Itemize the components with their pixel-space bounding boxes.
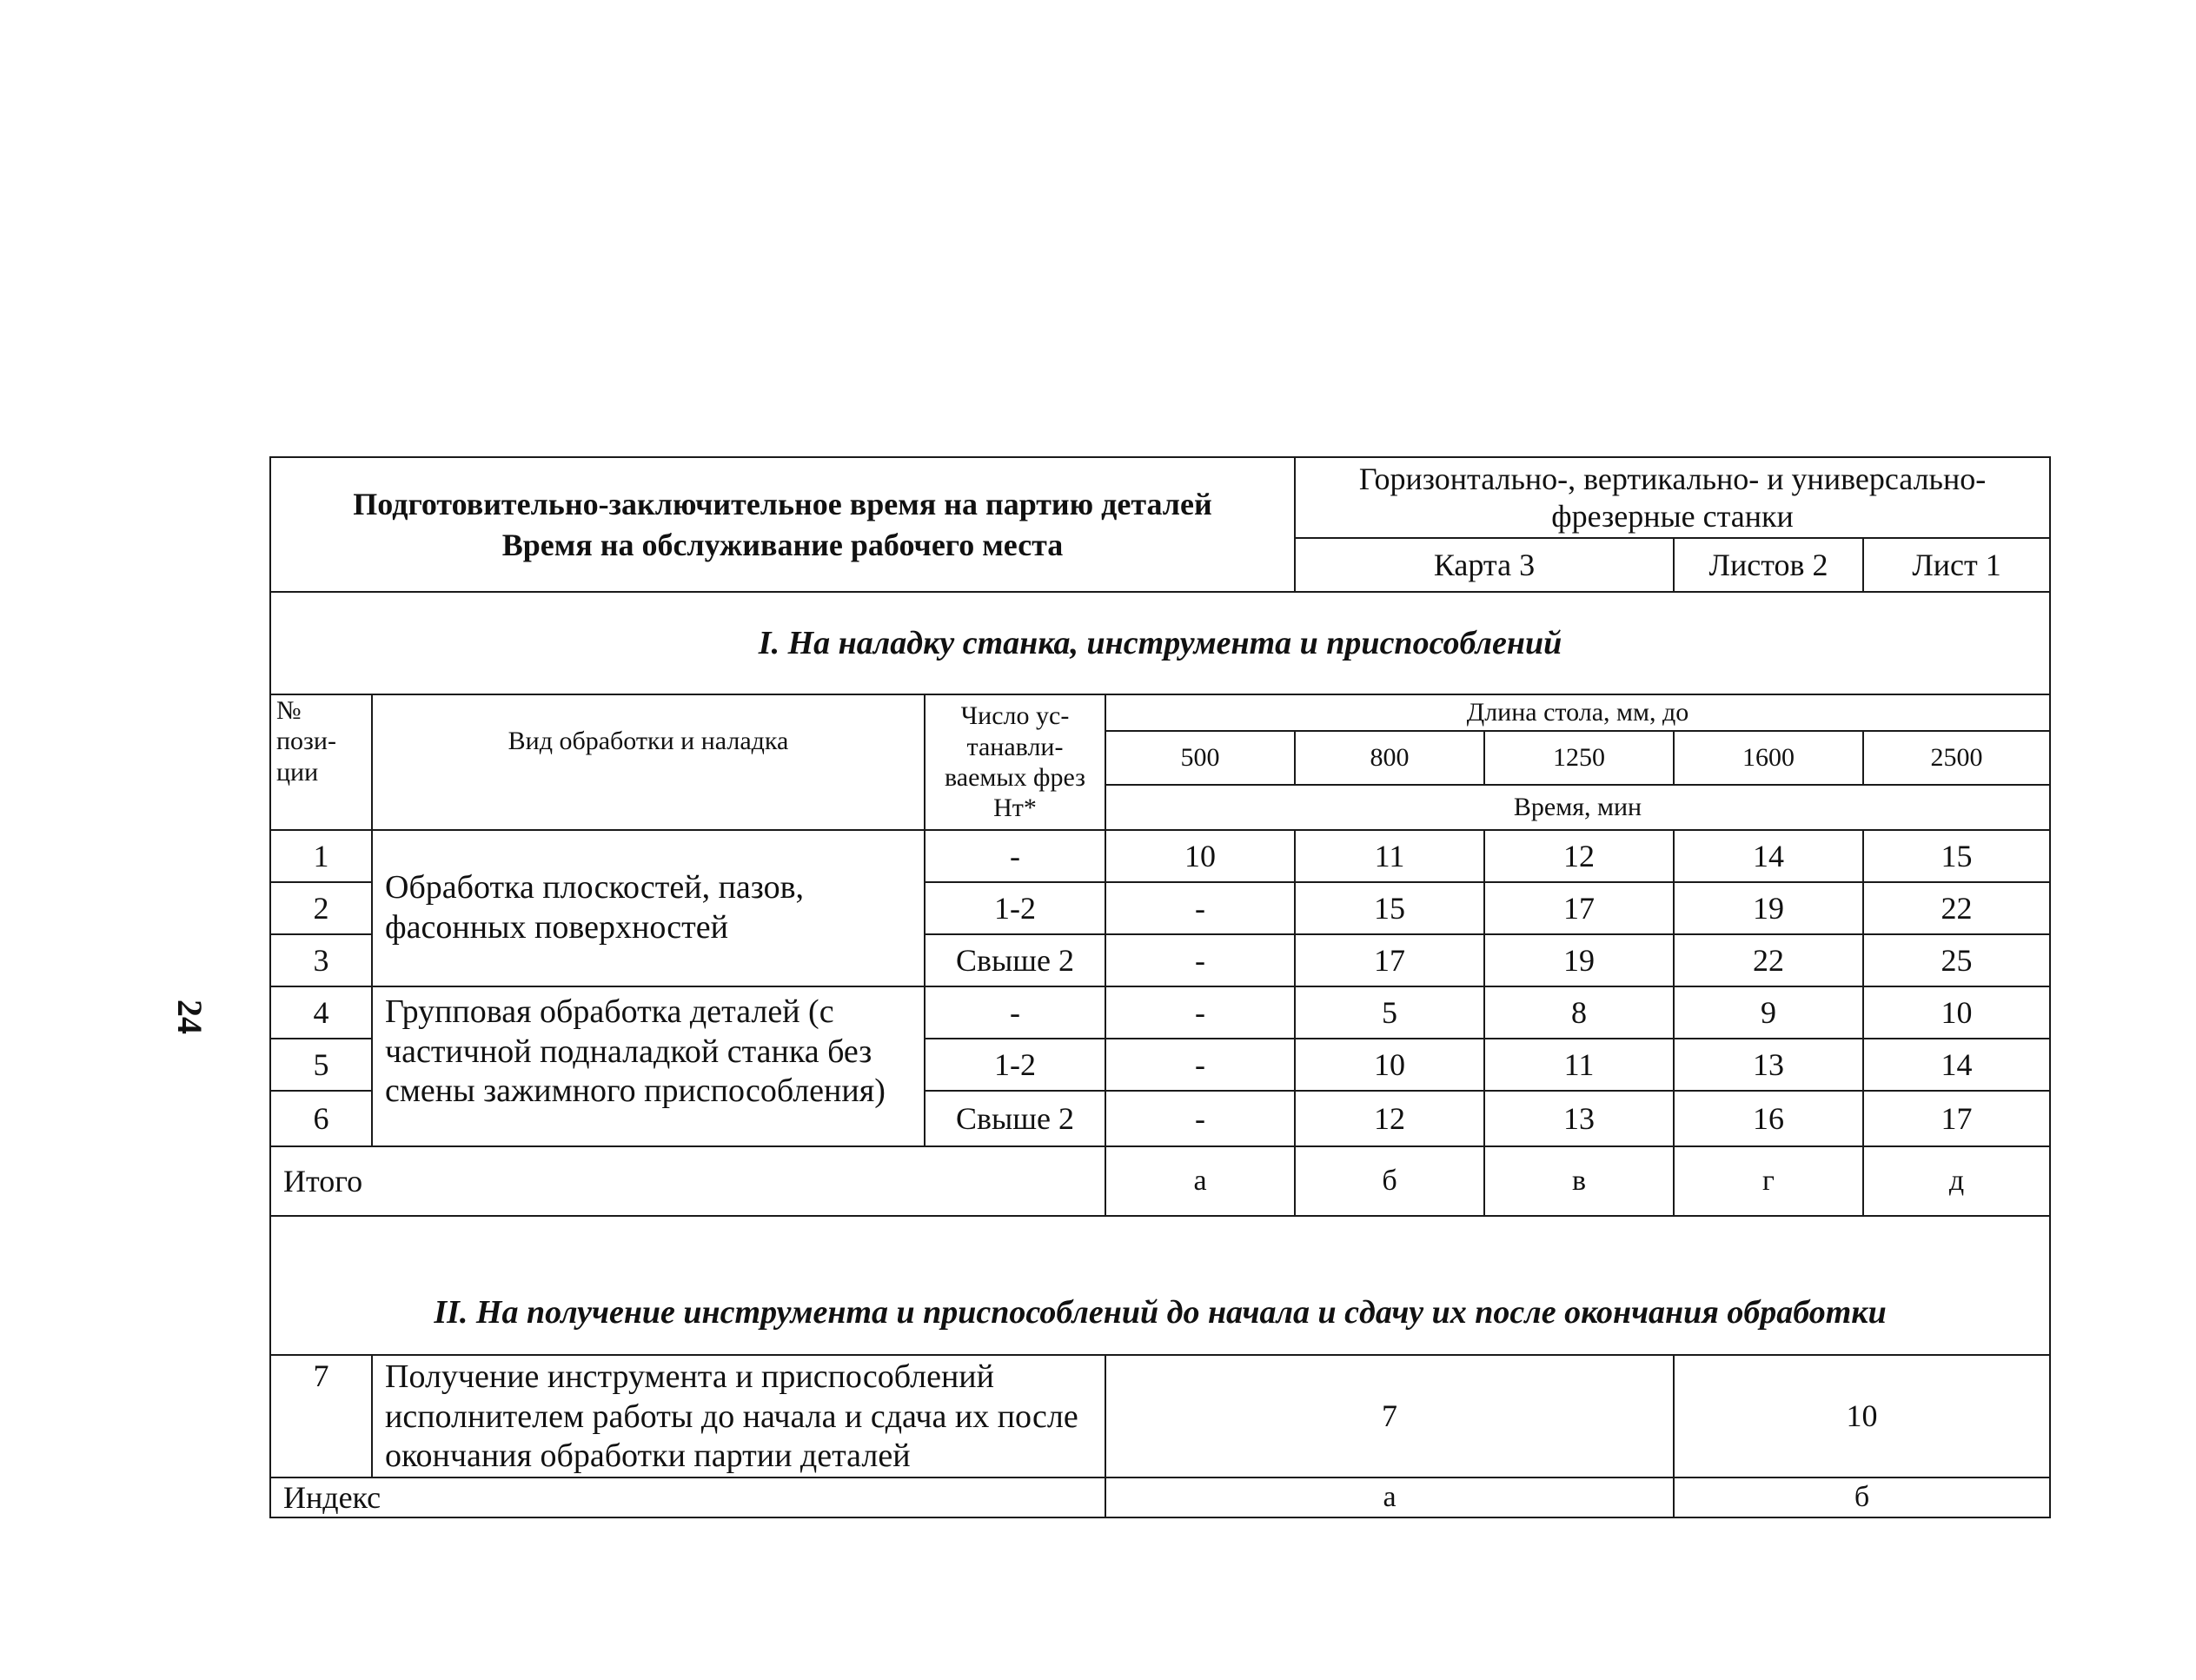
title-line-1: Подготовительно-заключительное время на партию деталей <box>353 486 1212 521</box>
table-row <box>270 986 2050 1039</box>
row-value: 17 <box>1484 882 1674 934</box>
row-cutters: - <box>925 986 1105 1039</box>
total-index: г <box>1674 1146 1863 1216</box>
total-index: а <box>1105 1146 1295 1216</box>
title-line-2: Время на обслуживание рабочего места <box>501 527 1064 562</box>
row-value: 25 <box>1863 934 2050 986</box>
row-value: 16 <box>1674 1091 1863 1146</box>
length-2500: 2500 <box>1863 731 2050 785</box>
total-row <box>270 1146 2050 1216</box>
length-1600: 1600 <box>1674 731 1863 785</box>
row-cutters: 1-2 <box>925 882 1105 934</box>
index-row <box>270 1477 2050 1517</box>
table-row <box>270 830 2050 882</box>
row-value: 22 <box>1674 934 1863 986</box>
row-value: 12 <box>1484 830 1674 882</box>
row-value: 10 <box>1295 1039 1484 1091</box>
row-value: - <box>1105 934 1295 986</box>
row-value: 22 <box>1863 882 2050 934</box>
column-position: № пози-ции <box>270 694 372 830</box>
length-500: 500 <box>1105 731 1295 785</box>
index-b: б <box>1674 1477 2050 1517</box>
row-value: - <box>1105 1091 1295 1146</box>
section-2-title: II. На получение инструмента и приспособлений до начала и сдачу их после окончания обработки <box>270 1216 2050 1355</box>
row-value: 11 <box>1484 1039 1674 1091</box>
row-cutters: - <box>925 830 1105 882</box>
document-title <box>270 457 1295 592</box>
row-position: 3 <box>270 934 372 986</box>
row-7-value-a: 7 <box>1105 1355 1674 1477</box>
row-value: 5 <box>1295 986 1484 1039</box>
row-cutters: 1-2 <box>925 1039 1105 1091</box>
row-value: 13 <box>1674 1039 1863 1091</box>
total-label: Итого <box>270 1146 1105 1216</box>
row-value: 8 <box>1484 986 1674 1039</box>
row-value: 10 <box>1105 830 1295 882</box>
row-value: 11 <box>1295 830 1484 882</box>
sheets-total: Листов 2 <box>1674 538 1863 592</box>
row-value: 14 <box>1863 1039 2050 1091</box>
column-type: Вид обработки и наладка <box>372 694 925 830</box>
column-time: Время, мин <box>1105 785 2050 830</box>
group-1-label: Обработка плоскостей, пазов, фасонных поверхностей <box>372 830 925 986</box>
row-position: 6 <box>270 1091 372 1146</box>
index-a: а <box>1105 1477 1674 1517</box>
page-number: 24 <box>170 999 209 1034</box>
section-1-title: I. На наладку станка, инструмента и приспособлений <box>270 592 2050 694</box>
sheet-number: Лист 1 <box>1863 538 2050 592</box>
row-position: 4 <box>270 986 372 1039</box>
row-value: 19 <box>1484 934 1674 986</box>
norms-table <box>269 456 2051 1518</box>
row-7-value-b: 10 <box>1674 1355 2050 1477</box>
length-800: 800 <box>1295 731 1484 785</box>
total-index: д <box>1863 1146 2050 1216</box>
row-value: 14 <box>1674 830 1863 882</box>
total-index: в <box>1484 1146 1674 1216</box>
row-7-label: Получение инструмента и приспособлений исполнителем работы до начала и сдача их после окончания обработки партии деталей <box>372 1355 1105 1477</box>
row-value: 19 <box>1674 882 1863 934</box>
row-value: 15 <box>1295 882 1484 934</box>
row-position: 7 <box>270 1355 372 1477</box>
row-value: - <box>1105 882 1295 934</box>
row-value: 17 <box>1863 1091 2050 1146</box>
row-value: 12 <box>1295 1091 1484 1146</box>
length-1250: 1250 <box>1484 731 1674 785</box>
table-row <box>270 1355 2050 1477</box>
index-label: Индекс <box>270 1477 1105 1517</box>
column-table-length: Длина стола, мм, до <box>1105 694 2050 731</box>
row-value: - <box>1105 1039 1295 1091</box>
total-index: б <box>1295 1146 1484 1216</box>
row-position: 5 <box>270 1039 372 1091</box>
row-value: - <box>1105 986 1295 1039</box>
row-value: 10 <box>1863 986 2050 1039</box>
row-position: 1 <box>270 830 372 882</box>
group-2-label: Групповая обработка деталей (с частичной подналадкой станка без смены зажимного приспособления) <box>372 986 925 1146</box>
column-cutters: Число ус-танавли-ваемых фрез Нт* <box>925 694 1105 830</box>
row-value: 9 <box>1674 986 1863 1039</box>
row-value: 13 <box>1484 1091 1674 1146</box>
machine-type: Горизонтально-, вертикально- и универсально-фрезерные станки <box>1295 457 2050 538</box>
row-cutters: Свыше 2 <box>925 1091 1105 1146</box>
row-value: 15 <box>1863 830 2050 882</box>
row-cutters: Свыше 2 <box>925 934 1105 986</box>
row-value: 17 <box>1295 934 1484 986</box>
row-position: 2 <box>270 882 372 934</box>
card-number: Карта 3 <box>1295 538 1674 592</box>
